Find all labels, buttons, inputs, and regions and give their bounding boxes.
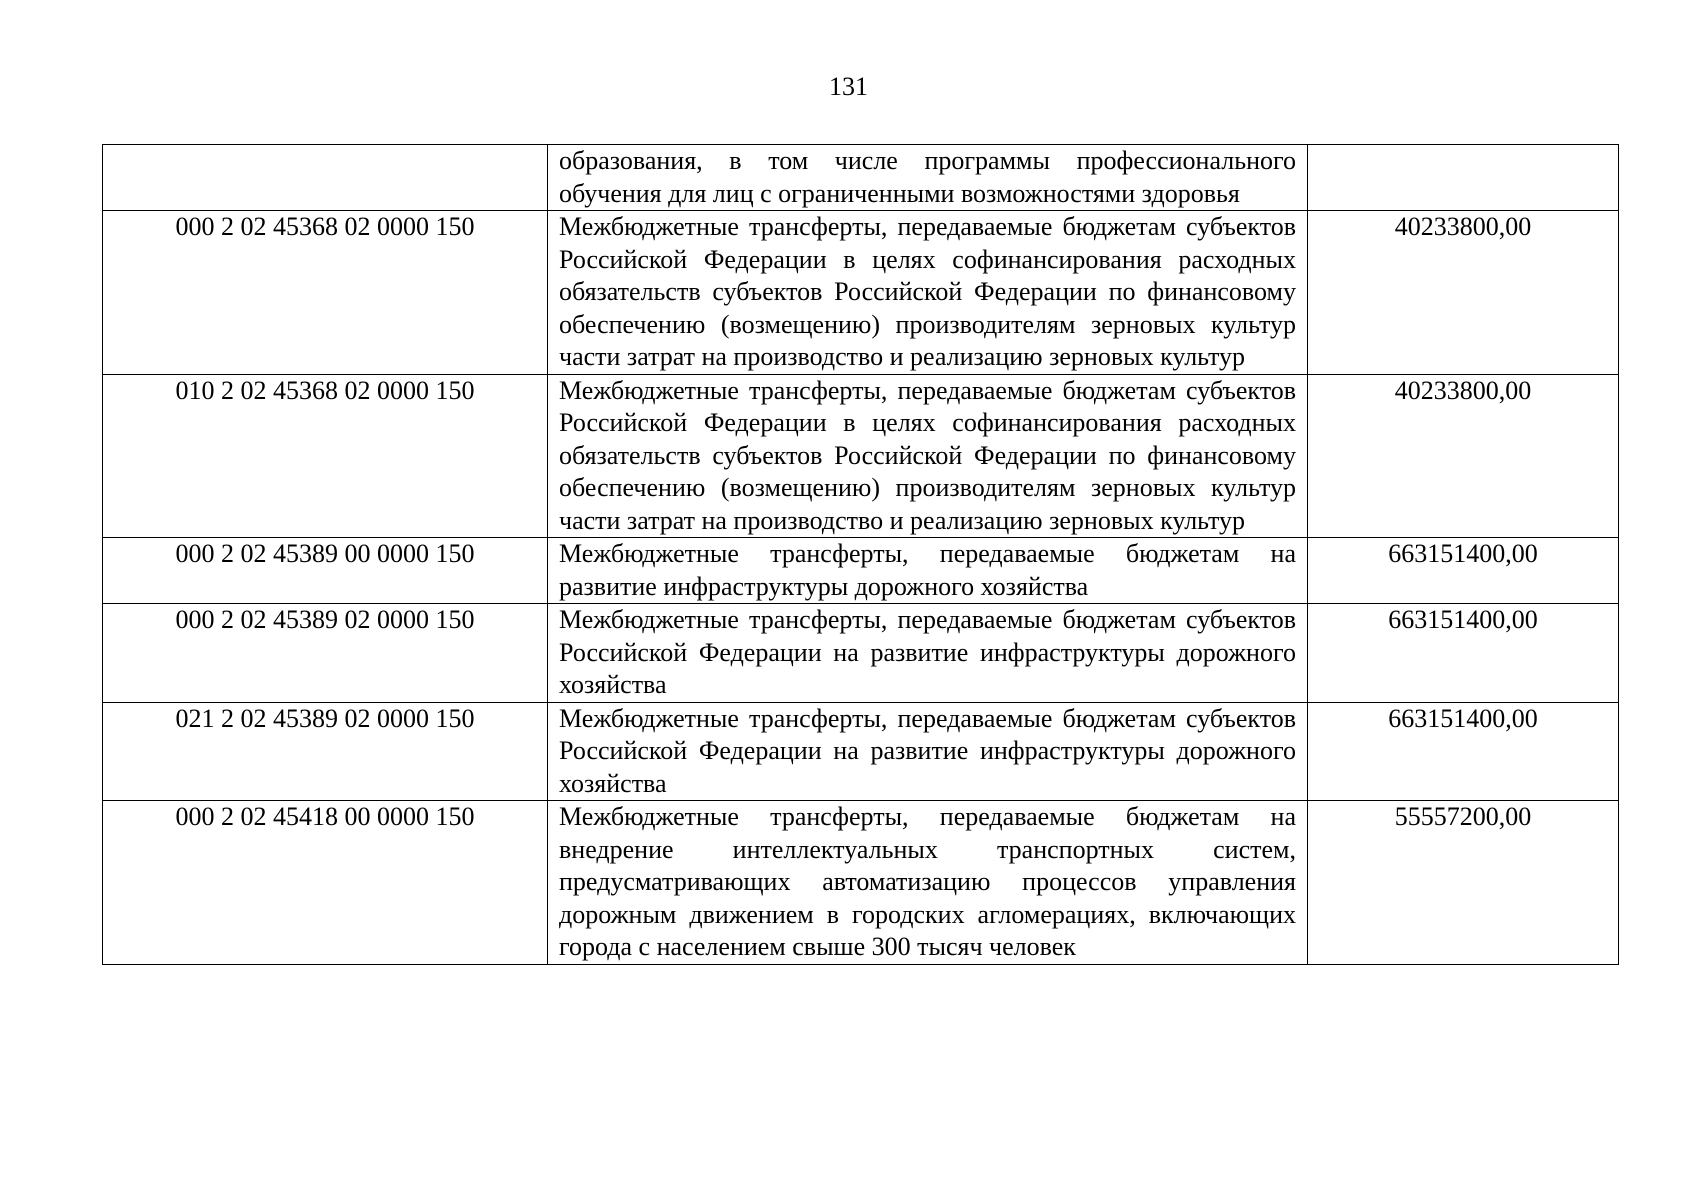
- amount-cell: 663151400,00: [1308, 702, 1619, 801]
- budget-code-cell: [103, 145, 548, 211]
- amount-cell: 663151400,00: [1308, 604, 1619, 703]
- budget-code-cell: 000 2 02 45418 00 0000 150: [103, 801, 548, 965]
- page-number: 131: [829, 72, 868, 101]
- budget-code-cell: 000 2 02 45389 00 0000 150: [103, 538, 548, 604]
- amount-cell: 55557200,00: [1308, 801, 1619, 965]
- table-row: [103, 538, 1619, 604]
- budget-code-cell: 000 2 02 45389 02 0000 150: [103, 604, 548, 703]
- budget-code-cell: 010 2 02 45368 02 0000 150: [103, 374, 548, 538]
- table-row: [103, 374, 1619, 538]
- description-cell: Межбюджетные трансферты, передаваемые бюджетам на внедрение интеллектуальных транспортных систем, предусматривающих автоматизацию процессов управления дорожным движением в городских агломерациях, включающих города с населением свыше 300 тысяч человек: [548, 801, 1308, 965]
- table-row: [103, 801, 1619, 965]
- description-cell: Межбюджетные трансферты, передаваемые бюджетам субъектов Российской Федерации в целях софинансирования расходных обязательств субъектов Российской Федерации по финансовому обеспечению (возмещению) производителям зерновых культур части затрат на производство и реализацию зерновых культур: [548, 211, 1308, 375]
- description-cell: Межбюджетные трансферты, передаваемые бюджетам на развитие инфраструктуры дорожного хозяйства: [548, 538, 1308, 604]
- table-row: [103, 211, 1619, 375]
- amount-cell: [1308, 145, 1619, 211]
- table-row: [103, 604, 1619, 703]
- description-cell: Межбюджетные трансферты, передаваемые бюджетам субъектов Российской Федерации на развитие инфраструктуры дорожного хозяйства: [548, 702, 1308, 801]
- budget-revenue-table: [102, 144, 1619, 965]
- description-cell: Межбюджетные трансферты, передаваемые бюджетам субъектов Российской Федерации в целях софинансирования расходных обязательств субъектов Российской Федерации по финансовому обеспечению (возмещению) производителям зерновых культур части затрат на производство и реализацию зерновых культур: [548, 374, 1308, 538]
- amount-cell: 663151400,00: [1308, 538, 1619, 604]
- amount-cell: 40233800,00: [1308, 211, 1619, 375]
- budget-code-cell: 021 2 02 45389 02 0000 150: [103, 702, 548, 801]
- description-cell: Межбюджетные трансферты, передаваемые бюджетам субъектов Российской Федерации на развитие инфраструктуры дорожного хозяйства: [548, 604, 1308, 703]
- table-row: [103, 702, 1619, 801]
- amount-cell: 40233800,00: [1308, 374, 1619, 538]
- table-row: [103, 145, 1619, 211]
- budget-code-cell: 000 2 02 45368 02 0000 150: [103, 211, 548, 375]
- description-cell: образования, в том числе программы профессионального обучения для лиц с ограниченными возможностями здоровья: [548, 145, 1308, 211]
